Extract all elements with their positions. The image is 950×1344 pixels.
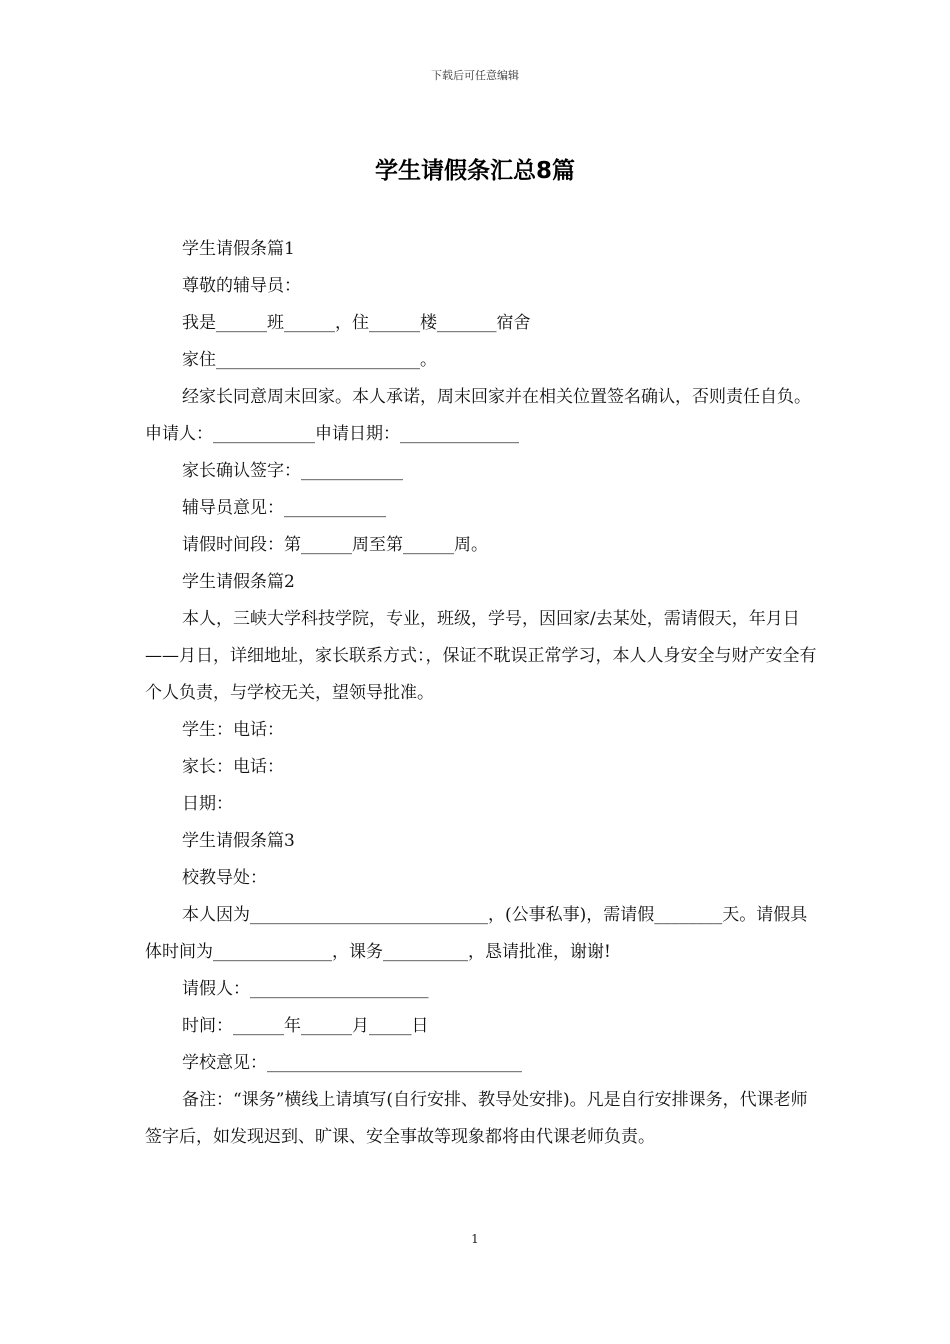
paragraph: 辅导员意见：____________	[182, 498, 386, 518]
paragraph: 学校意见：______________________________	[182, 1053, 522, 1073]
paragraph: 时间：______年______月_____日	[182, 1016, 429, 1036]
section-heading-1: 学生请假条篇1	[182, 239, 295, 259]
paragraph: 家长确认签字：____________	[182, 461, 403, 481]
salutation: 校教导处：	[182, 868, 267, 888]
paragraph: 经家长同意周末回家。本人承诺，周末回家并在相关位置签名确认，否则责任自负。申请人：____________申请日期：______________	[145, 387, 811, 444]
page-number: 1	[471, 1232, 479, 1246]
page-header: 下载后可任意编辑	[431, 69, 519, 82]
paragraph: 请假人：_____________________	[182, 979, 429, 999]
paragraph: 本人因为____________________________，(公事私事)，需请假________天。请假具体时间为______________，课务__________，恳请批准，谢谢!	[145, 905, 808, 962]
paragraph: 备注：“课务”横线上请填写(自行安排、教导处安排)。凡是自行安排课务，代课老师签字后，如发现迟到、旷课、安全事故等现象都将由代课老师负责。	[145, 1090, 808, 1147]
paragraph: 家长：电话：	[182, 757, 284, 777]
paragraph: 请假时间段：第______周至第______周。	[182, 535, 488, 555]
paragraph: 学生：电话：	[182, 720, 284, 740]
document-title: 学生请假条汇总8篇	[374, 158, 575, 184]
document-body	[145, 231, 820, 1156]
paragraph: 家住________________________。	[182, 350, 437, 370]
section-heading-3: 学生请假条篇3	[182, 831, 295, 851]
paragraph: 本人，三峡大学科技学院，专业，班级，学号，因回家/去某处，需请假天，年月日——月日，详细地址，家长联系方式：，保证不耽误正常学习，本人人身安全与财产安全有个人负责，与学校无关，望领导批准。	[145, 609, 817, 703]
paragraph: 日期：	[182, 794, 233, 814]
salutation: 尊敬的辅导员：	[182, 276, 301, 296]
section-heading-2: 学生请假条篇2	[182, 572, 295, 592]
paragraph: 我是______班______，住______楼_______宿舍	[182, 313, 531, 333]
